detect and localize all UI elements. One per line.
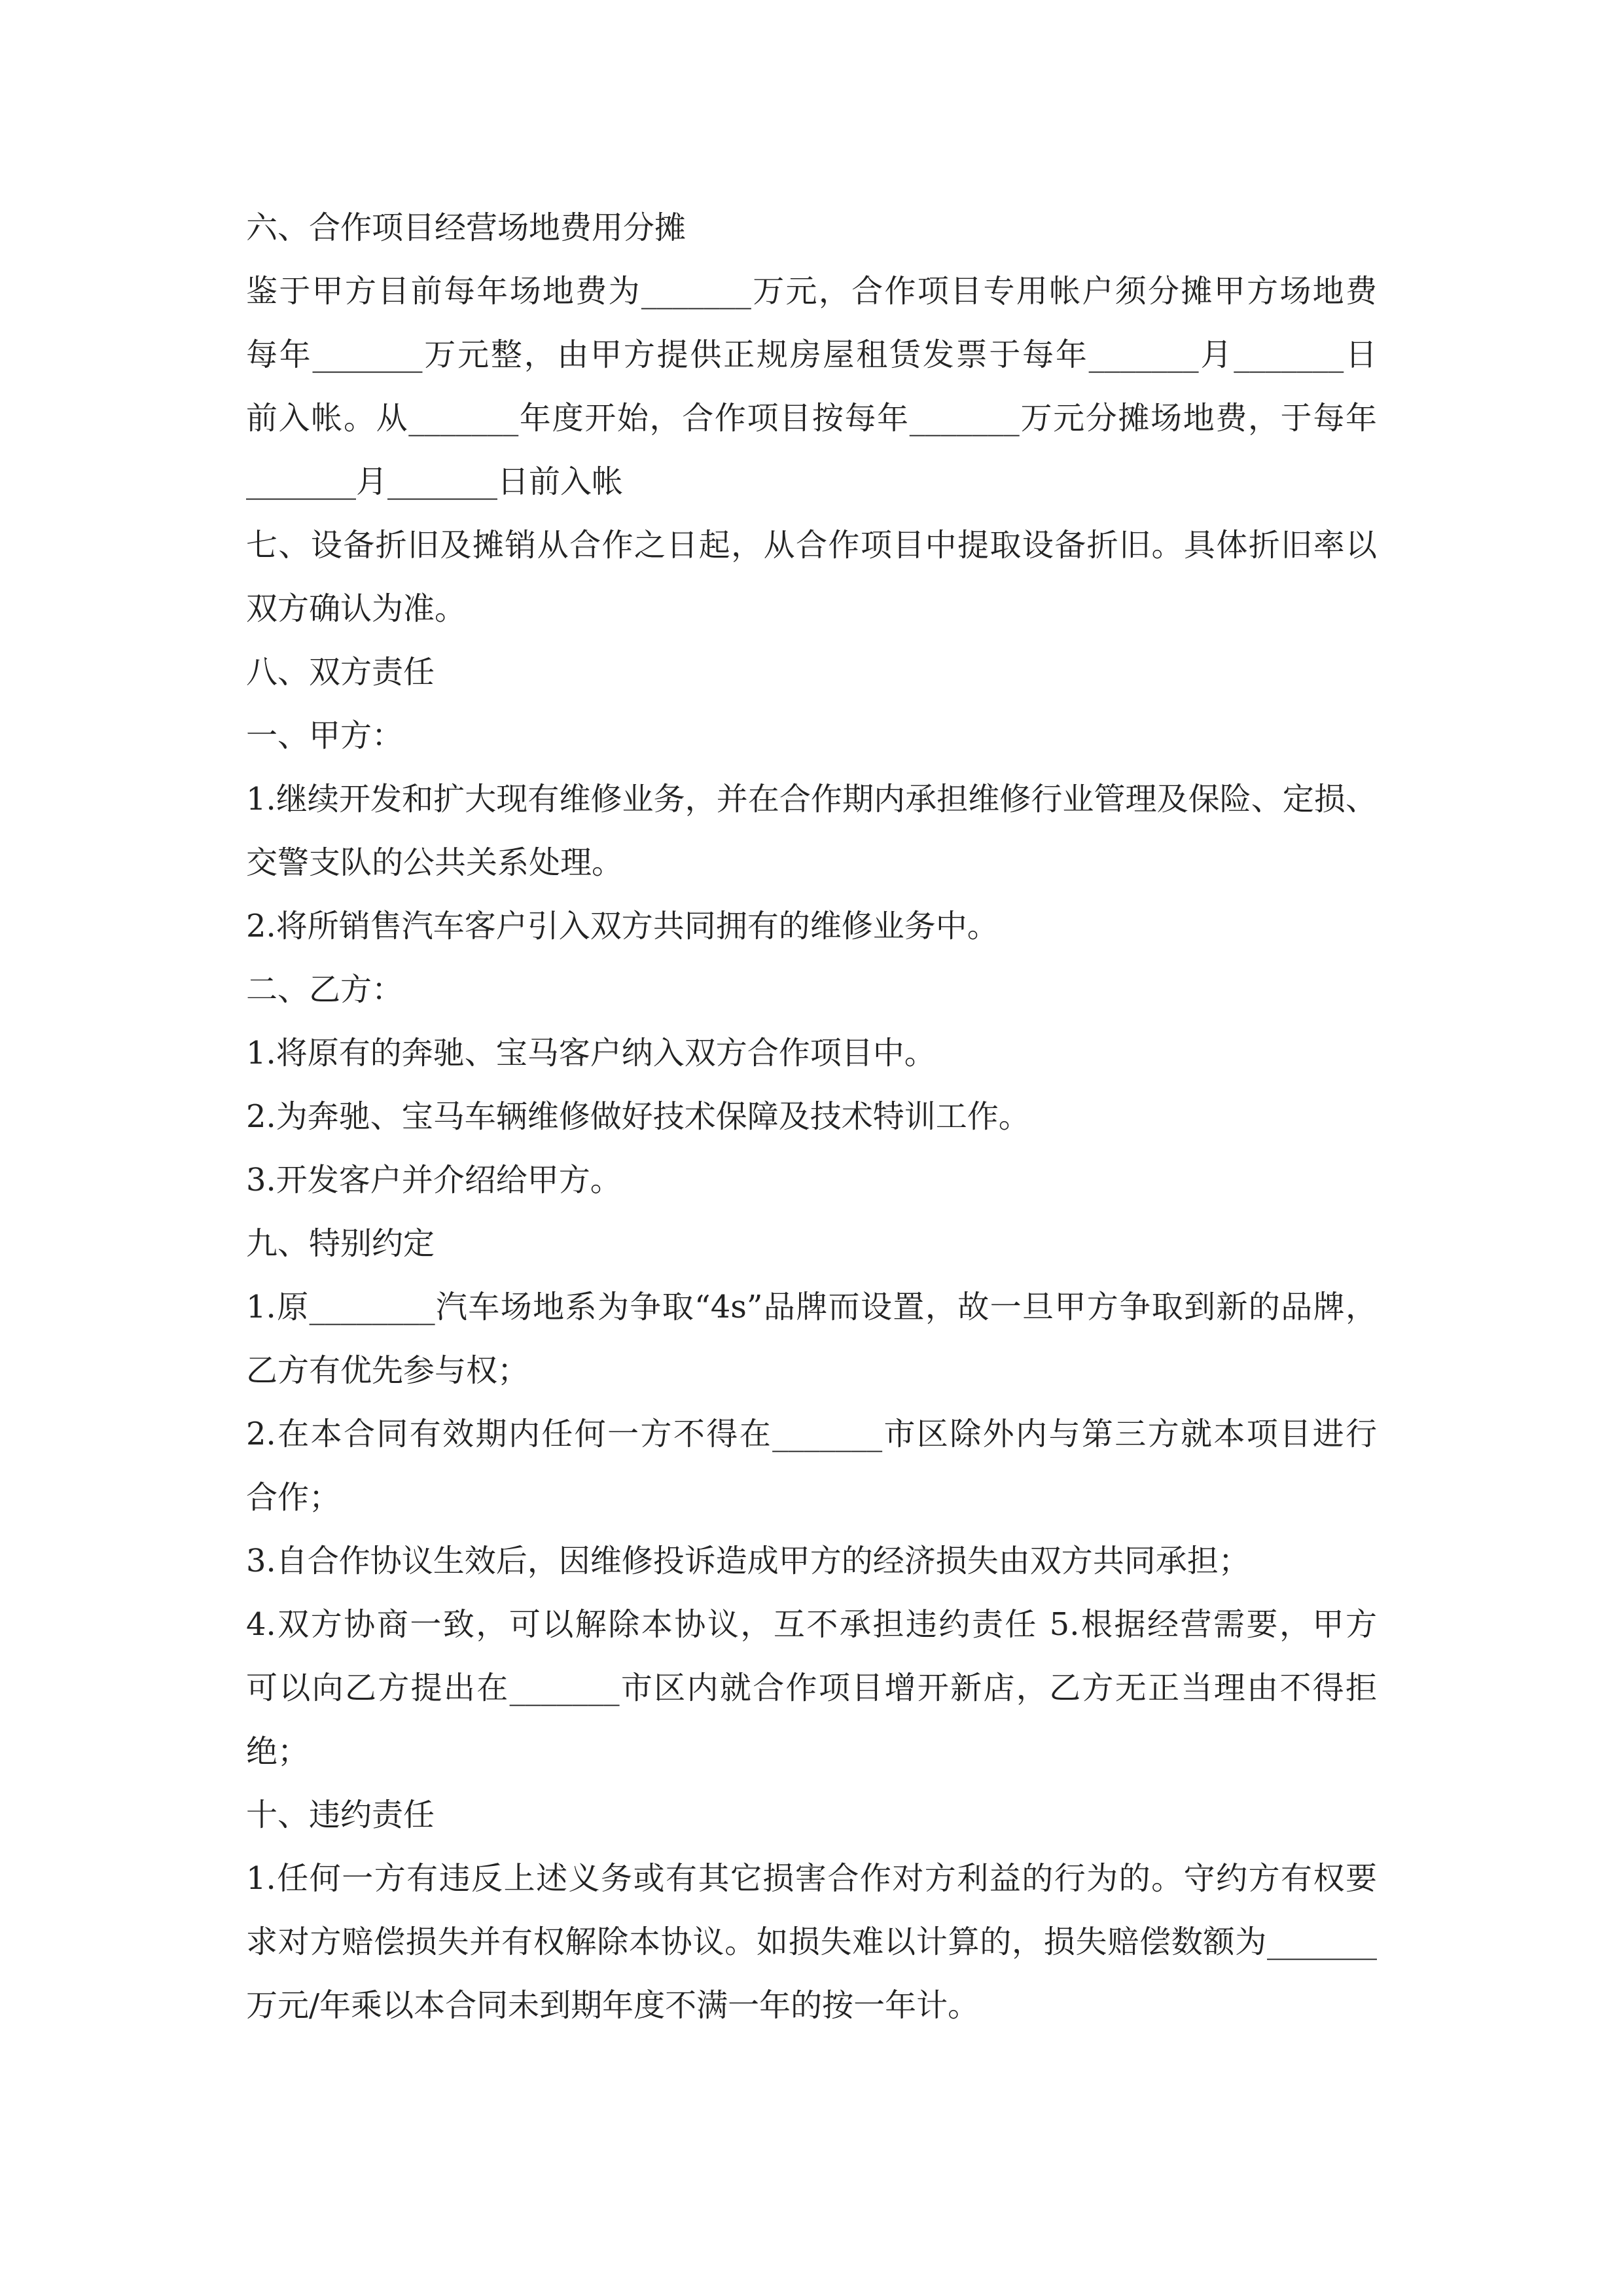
section-heading: 九、特别约定 bbox=[246, 1225, 435, 1262]
list-item: 合作； bbox=[246, 1479, 341, 1516]
list-item: 3.开发客户并介绍给甲方。 bbox=[246, 1162, 622, 1198]
list-item: 1.将原有的奔驰、宝马客户纳入双方合作项目中。 bbox=[246, 1035, 936, 1071]
list-item: 交警支队的公共关系处理。 bbox=[246, 844, 624, 881]
paragraph-line: 每年_______万元整，由甲方提供正规房屋租赁发票于每年_______月_______日 bbox=[246, 336, 1377, 373]
list-item: 1.继续开发和扩大现有维修业务，并在合作期内承担维修行业管理及保险、定损、 bbox=[246, 781, 1377, 817]
list-item: 可以向乙方提出在_______市区内就合作项目增开新店，乙方无正当理由不得拒 bbox=[246, 1670, 1377, 1706]
list-item: 2.将所销售汽车客户引入双方共同拥有的维修业务中。 bbox=[246, 908, 999, 944]
section-heading: 六、合作项目经营场地费用分摊 bbox=[246, 209, 687, 246]
list-item: 2.在本合同有效期内任何一方不得在_______市区除外内与第三方就本项目进行 bbox=[246, 1416, 1377, 1452]
list-item: 3.自合作协议生效后，因维修投诉造成甲方的经济损失由双方共同承担； bbox=[246, 1543, 1250, 1579]
list-item: 4.双方协商一致，可以解除本协议，互不承担违约责任 5.根据经营需要，甲方 bbox=[246, 1606, 1377, 1643]
list-item: 万元/年乘以本合同未到期年度不满一年的按一年计。 bbox=[246, 1987, 980, 2024]
list-item: 求对方赔偿损失并有权解除本协议。如损失难以计算的，损失赔偿数额为_______ bbox=[246, 1924, 1377, 1960]
list-item: 2.为奔驰、宝马车辆维修做好技术保障及技术特训工作。 bbox=[246, 1098, 1030, 1135]
paragraph-line: 双方确认为准。 bbox=[246, 590, 467, 627]
list-item: 1.任何一方有违反上述义务或有其它损害合作对方利益的行为的。守约方有权要 bbox=[246, 1860, 1377, 1897]
subsection-heading: 一、甲方： bbox=[246, 717, 404, 754]
section-heading: 十、违约责任 bbox=[246, 1797, 435, 1833]
subsection-heading: 二、乙方： bbox=[246, 971, 404, 1008]
section-heading: 八、双方责任 bbox=[246, 654, 435, 691]
list-item: 1.原________汽车场地系为争取“4s”品牌而设置，故一旦甲方争取到新的品牌， bbox=[246, 1289, 1377, 1325]
paragraph-line: _______月_______日前入帐 bbox=[246, 463, 624, 500]
document-body bbox=[246, 196, 1377, 2037]
list-item: 绝； bbox=[246, 1733, 310, 1770]
paragraph-line: 鉴于甲方目前每年场地费为_______万元，合作项目专用帐户须分摊甲方场地费 bbox=[246, 273, 1377, 310]
paragraph-line: 前入帐。从_______年度开始，合作项目按每年_______万元分摊场地费，于每年 bbox=[246, 400, 1377, 437]
paragraph-line: 七、设备折旧及摊销从合作之日起，从合作项目中提取设备折旧。具体折旧率以 bbox=[246, 527, 1377, 564]
list-item: 乙方有优先参与权； bbox=[246, 1352, 529, 1389]
